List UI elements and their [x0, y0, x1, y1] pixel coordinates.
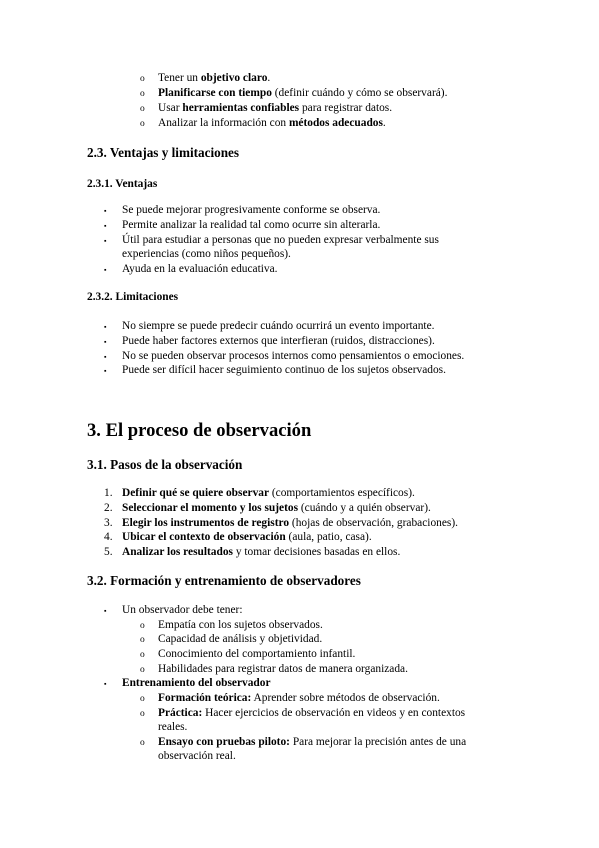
bullet: ▪ — [104, 367, 107, 375]
ventaja-item: Permite analizar la realidad tal como ocurre sin alterarla. — [122, 219, 381, 231]
sub-bullet: o — [140, 665, 145, 675]
training-item: Práctica: Hacer ejercicios de observación en videos y en contextos — [158, 707, 466, 719]
training-heading: Entrenamiento del observador — [122, 677, 271, 689]
step-item: Seleccionar el momento y los sujetos (cuándo y a quién observar). — [122, 502, 431, 514]
section-heading-2-3-1: 2.3.1. Ventajas — [87, 178, 158, 190]
ventaja-item-continued: experiencias (como niños pequeños). — [122, 248, 291, 260]
limitacion-item: No siempre se puede predecir cuándo ocurrirá un evento importante. — [122, 320, 435, 332]
sub-bullet: o — [140, 104, 145, 114]
objective-item: Usar herramientas confiables para registrar datos. — [158, 102, 393, 114]
training-item: Formación teórica: Aprender sobre métodos de observación. — [158, 692, 440, 704]
bullet: ▪ — [104, 207, 107, 215]
limitacion-item: Puede ser difícil hacer seguimiento continuo de los sujetos observados. — [122, 364, 446, 376]
step-item: Ubicar el contexto de observación (aula, patio, casa). — [122, 531, 372, 543]
step-number: 4. — [104, 531, 113, 543]
quality-item: Habilidades para registrar datos de manera organizada. — [158, 663, 408, 675]
sub-bullet: o — [140, 650, 145, 660]
step-item: Definir qué se quiere observar (comportamientos específicos). — [122, 487, 415, 499]
bullet: ▪ — [104, 237, 107, 245]
sub-bullet: o — [140, 621, 145, 631]
step-number: 5. — [104, 546, 113, 558]
step-item: Elegir los instrumentos de registro (hojas de observación, grabaciones). — [122, 517, 458, 529]
sub-bullet: o — [140, 74, 145, 84]
quality-item: Conocimiento del comportamiento infantil. — [158, 648, 356, 660]
limitacion-item: No se pueden observar procesos internos como pensamientos o emociones. — [122, 350, 465, 362]
bullet: ▪ — [104, 338, 107, 346]
training-item-continued: reales. — [158, 721, 188, 733]
ventaja-item: Útil para estudiar a personas que no pueden expresar verbalmente sus — [122, 234, 439, 246]
step-number: 1. — [104, 487, 113, 499]
section-heading-2-3-2: 2.3.2. Limitaciones — [87, 291, 179, 303]
objective-item: Analizar la información con métodos adecuados. — [158, 117, 386, 129]
objective-item: Tener un objetivo claro. — [158, 72, 271, 84]
step-number: 2. — [104, 502, 113, 514]
sub-bullet: o — [140, 89, 145, 99]
bullet: ▪ — [104, 222, 107, 230]
bullet: ▪ — [104, 680, 107, 688]
sub-bullet: o — [140, 119, 145, 129]
ventaja-item: Se puede mejorar progresivamente conforme se observa. — [122, 204, 381, 216]
section-heading-3-1: 3.1. Pasos de la observación — [87, 457, 243, 472]
sub-bullet: o — [140, 694, 145, 704]
quality-item: Empatía con los sujetos observados. — [158, 619, 323, 631]
sub-bullet: o — [140, 709, 145, 719]
quality-item: Capacidad de análisis y objetividad. — [158, 633, 323, 645]
sub-bullet: o — [140, 738, 145, 748]
bullet: ▪ — [104, 353, 107, 361]
observer-intro: Un observador debe tener: — [122, 604, 243, 616]
step-number: 3. — [104, 517, 113, 529]
ventaja-item: Ayuda en la evaluación educativa. — [122, 263, 278, 275]
training-item: Ensayo con pruebas piloto: Para mejorar la precisión antes de una — [158, 736, 467, 748]
bullet: ▪ — [104, 323, 107, 331]
bullet: ▪ — [104, 607, 107, 615]
limitacion-item: Puede haber factores externos que interfieran (ruidos, distracciones). — [122, 335, 435, 347]
sub-bullet: o — [140, 635, 145, 645]
bullet: ▪ — [104, 266, 107, 274]
chapter-heading-3: 3. El proceso de observación — [87, 420, 312, 441]
section-heading-3-2: 3.2. Formación y entrenamiento de observadores — [87, 573, 361, 588]
step-item: Analizar los resultados y tomar decisiones basadas en ellos. — [122, 546, 401, 558]
section-heading-2-3: 2.3. Ventajas y limitaciones — [87, 145, 240, 160]
objective-item: Planificarse con tiempo (definir cuándo y cómo se observará). — [158, 87, 448, 99]
training-item-continued: observación real. — [158, 750, 236, 762]
